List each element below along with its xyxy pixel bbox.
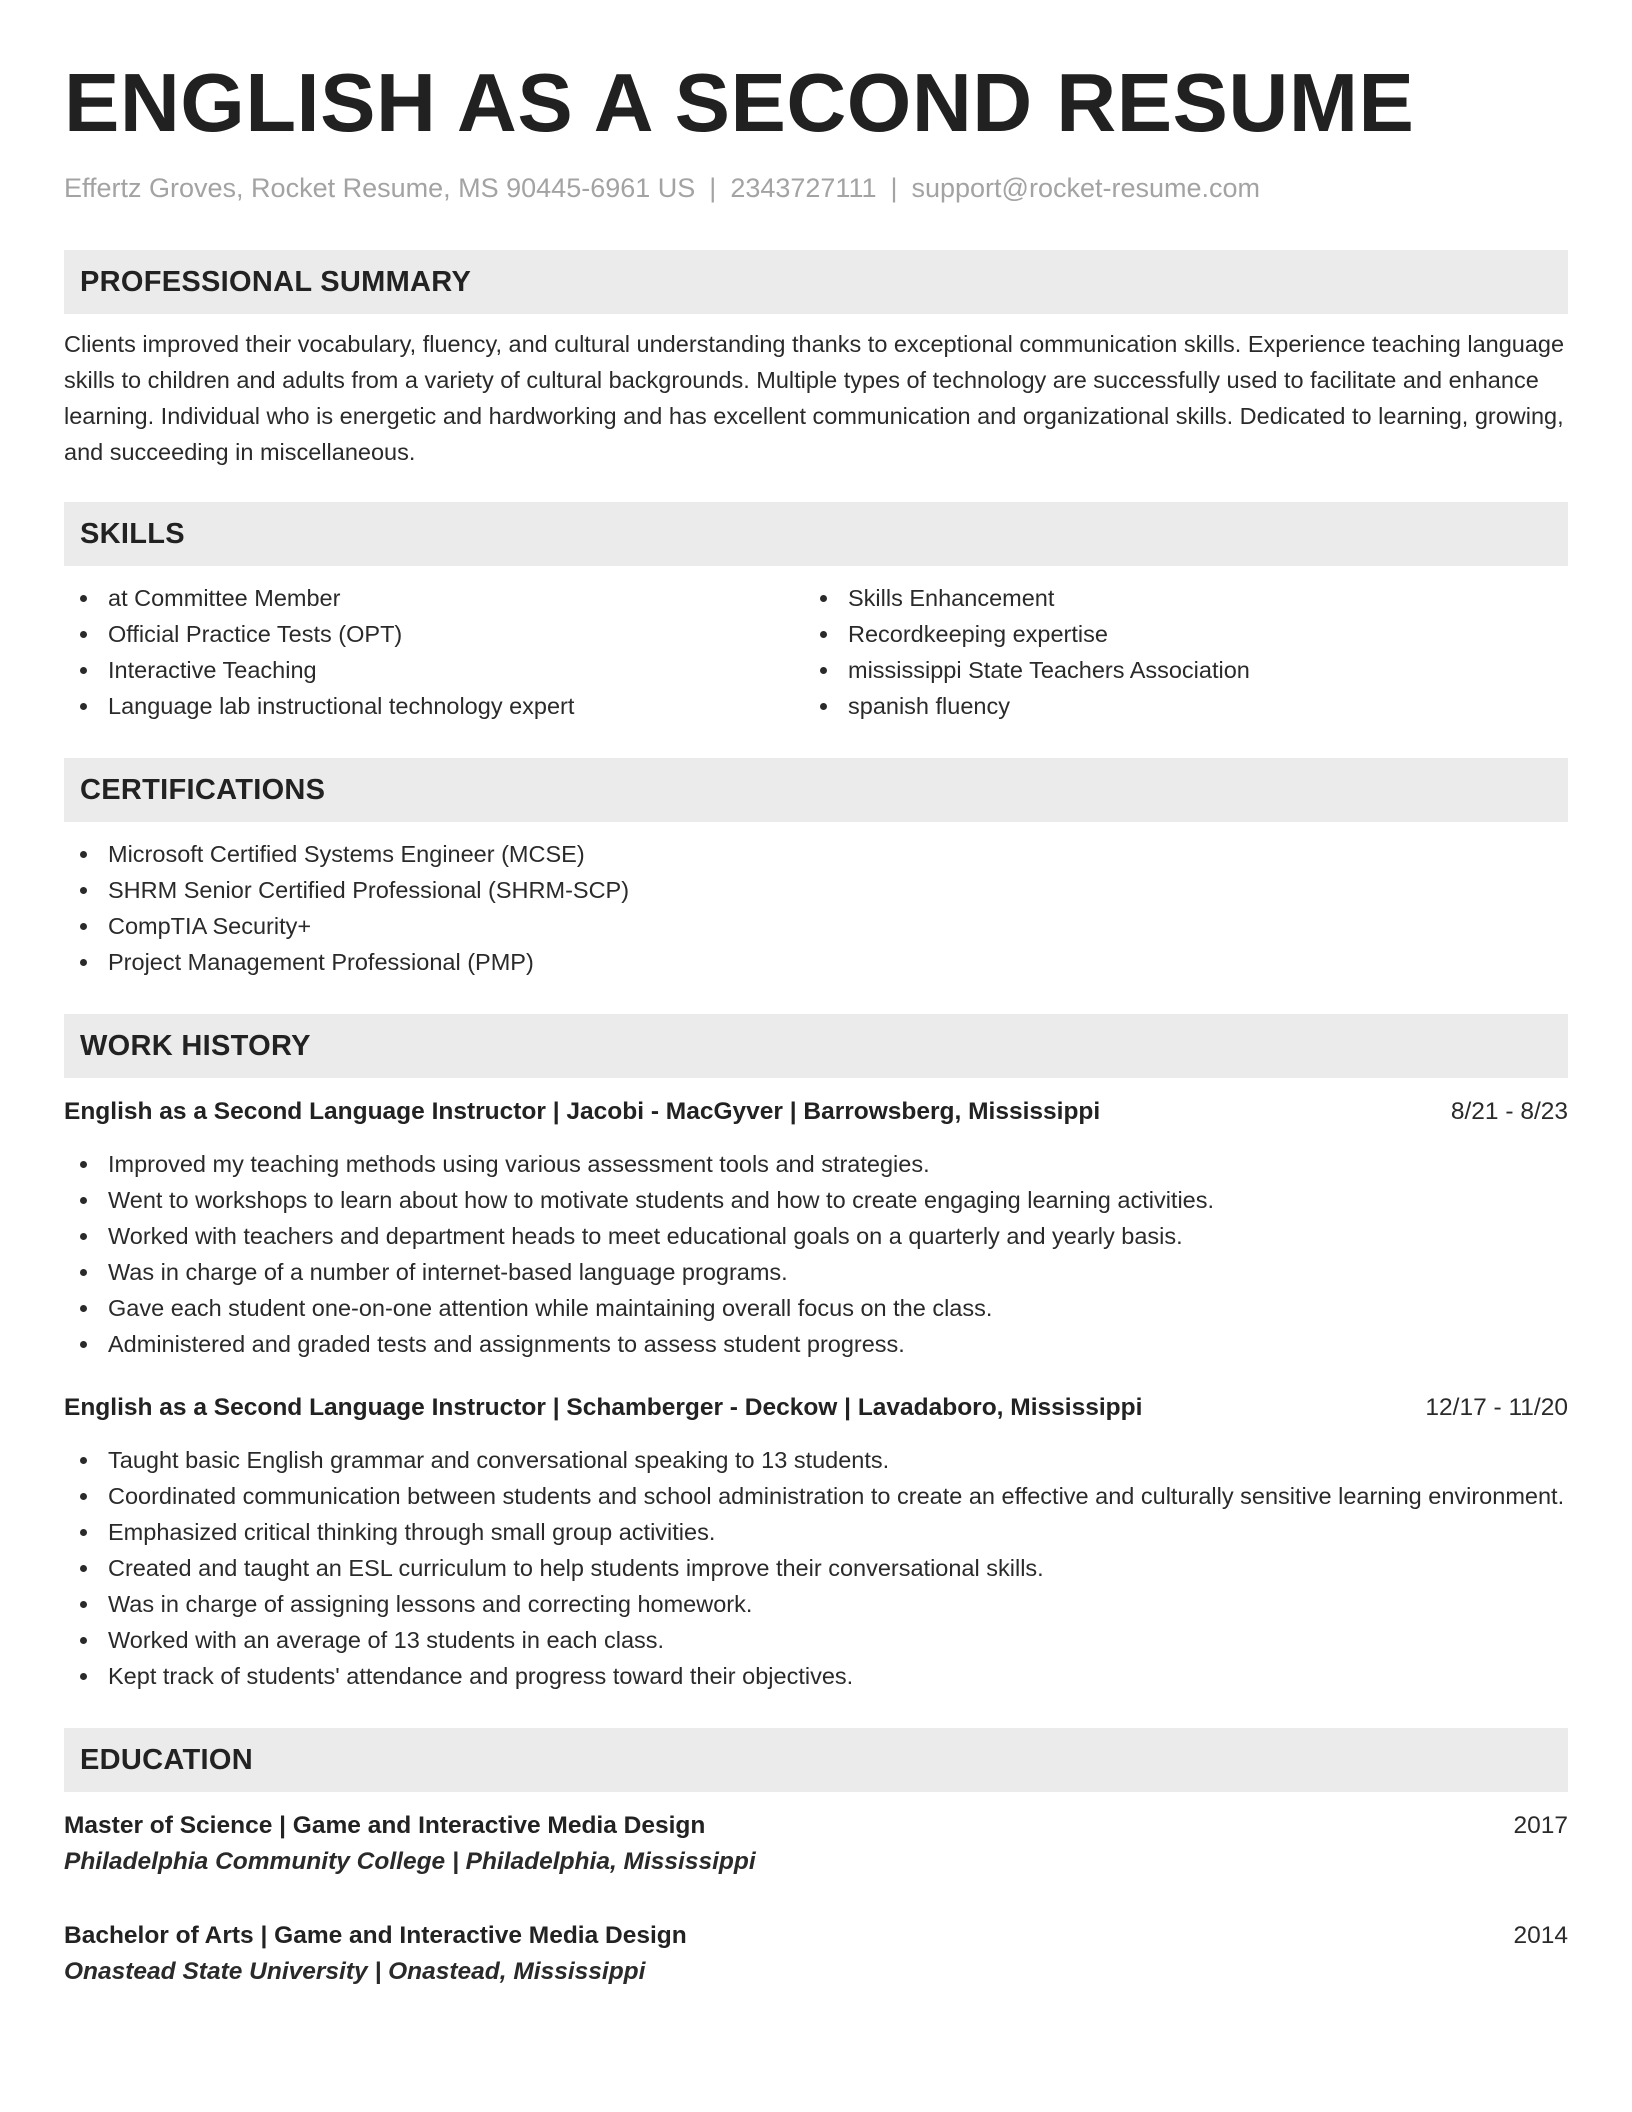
- summary-section: [64, 250, 1568, 470]
- skills-list-left: [64, 580, 804, 724]
- skills-heading: SKILLS: [64, 502, 1568, 566]
- job-bullet: Gave each student one-on-one attention while maintaining overall focus on the class.: [64, 1290, 1568, 1326]
- skill-item: spanish fluency: [804, 688, 1544, 724]
- skill-item: Official Practice Tests (OPT): [64, 616, 804, 652]
- contact-line: [64, 168, 1568, 208]
- job-bullet: Worked with teachers and department heads to meet educational goals on a quarterly and yearly basis.: [64, 1218, 1568, 1254]
- certifications-heading: CERTIFICATIONS: [64, 758, 1568, 822]
- degree: Bachelor of Arts | Game and Interactive Media Design: [64, 1922, 687, 1949]
- contact-separator: |: [890, 173, 898, 203]
- job-title: English as a Second Language Instructor | Schamberger - Deckow | Lavadaboro, Mississippi: [64, 1394, 1143, 1421]
- certifications-list: [64, 836, 1568, 980]
- degree: Master of Science | Game and Interactive Media Design: [64, 1812, 706, 1839]
- skill-item: Interactive Teaching: [64, 652, 804, 688]
- job-header: [64, 1390, 1568, 1426]
- certification-item: SHRM Senior Certified Professional (SHRM-SCP): [64, 872, 1568, 908]
- job-bullet: Created and taught an ESL curriculum to help students improve their conversational skills.: [64, 1550, 1568, 1586]
- skill-item: Recordkeeping expertise: [804, 616, 1544, 652]
- education-header: [64, 1918, 1568, 1954]
- work-heading: WORK HISTORY: [64, 1014, 1568, 1078]
- certification-item: Microsoft Certified Systems Engineer (MCSE): [64, 836, 1568, 872]
- education-header: [64, 1808, 1568, 1844]
- job-bullet: Improved my teaching methods using various assessment tools and strategies.: [64, 1146, 1568, 1182]
- skills-grid: [64, 580, 1568, 724]
- contact-email[interactable]: support@rocket-resume.com: [911, 173, 1261, 203]
- page-title: ENGLISH AS A SECOND RESUME: [64, 56, 1415, 149]
- summary-text: Clients improved their vocabulary, fluency, and cultural understanding thanks to exceptional communication skills. Experience teaching language skills to children and adults from a variety of cultural backgrounds. Multiple types of technology are successfully used to facilitate and enhance learning. Individual who is energetic and hardworking and has excellent communication and organizational skills. Dedicated to learning, growing, and succeeding in miscellaneous.: [64, 331, 1565, 465]
- job-dates: 8/21 - 8/23: [1450, 1098, 1568, 1125]
- job-header: [64, 1094, 1568, 1130]
- job-bullet: Went to workshops to learn about how to motivate students and how to create engaging learning activities.: [64, 1182, 1568, 1218]
- graduation-year: 2014: [1513, 1922, 1568, 1949]
- contact-separator: |: [709, 173, 717, 203]
- skills-section: [64, 502, 1568, 724]
- job-bullets: [64, 1146, 1568, 1362]
- skills-list-right: [804, 580, 1544, 724]
- education-entry: [64, 1808, 1568, 1880]
- education-heading: EDUCATION: [64, 1728, 1568, 1792]
- certification-item: CompTIA Security+: [64, 908, 1568, 944]
- job-bullets: [64, 1442, 1568, 1694]
- school-name: Philadelphia Community College | Philadelphia, Mississippi: [64, 1848, 756, 1875]
- job-entry: [64, 1094, 1568, 1362]
- certification-item: Project Management Professional (PMP): [64, 944, 1568, 980]
- skill-item: Language lab instructional technology expert: [64, 688, 804, 724]
- certifications-section: [64, 758, 1568, 980]
- job-dates: 12/17 - 11/20: [1425, 1394, 1568, 1421]
- job-bullet: Emphasized critical thinking through small group activities.: [64, 1514, 1568, 1550]
- job-bullet: Worked with an average of 13 students in each class.: [64, 1622, 1568, 1658]
- skill-item: at Committee Member: [64, 580, 804, 616]
- skill-item: mississippi State Teachers Association: [804, 652, 1544, 688]
- job-bullet: Taught basic English grammar and conversational speaking to 13 students.: [64, 1442, 1568, 1478]
- job-bullet: Administered and graded tests and assignments to assess student progress.: [64, 1326, 1568, 1362]
- work-section: [64, 1014, 1568, 1694]
- job-bullet: Was in charge of a number of internet-based language programs.: [64, 1254, 1568, 1290]
- school-name: Onastead State University | Onastead, Mississippi: [64, 1958, 646, 1985]
- summary-heading: PROFESSIONAL SUMMARY: [64, 250, 1568, 314]
- job-title: English as a Second Language Instructor | Jacobi - MacGyver | Barrowsberg, Mississippi: [64, 1098, 1101, 1125]
- job-entry: [64, 1390, 1568, 1694]
- contact-address: Effertz Groves, Rocket Resume, MS 90445-6961 US: [64, 173, 696, 203]
- job-bullet: Was in charge of assigning lessons and correcting homework.: [64, 1586, 1568, 1622]
- job-bullet: Kept track of students' attendance and progress toward their objectives.: [64, 1658, 1568, 1694]
- contact-phone: 2343727111: [730, 173, 877, 203]
- skill-item: Skills Enhancement: [804, 580, 1544, 616]
- education-entry: [64, 1918, 1568, 1990]
- graduation-year: 2017: [1513, 1812, 1568, 1839]
- education-section: [64, 1728, 1568, 1990]
- job-bullet: Coordinated communication between students and school administration to create an effective and culturally sensitive learning environment.: [64, 1478, 1568, 1514]
